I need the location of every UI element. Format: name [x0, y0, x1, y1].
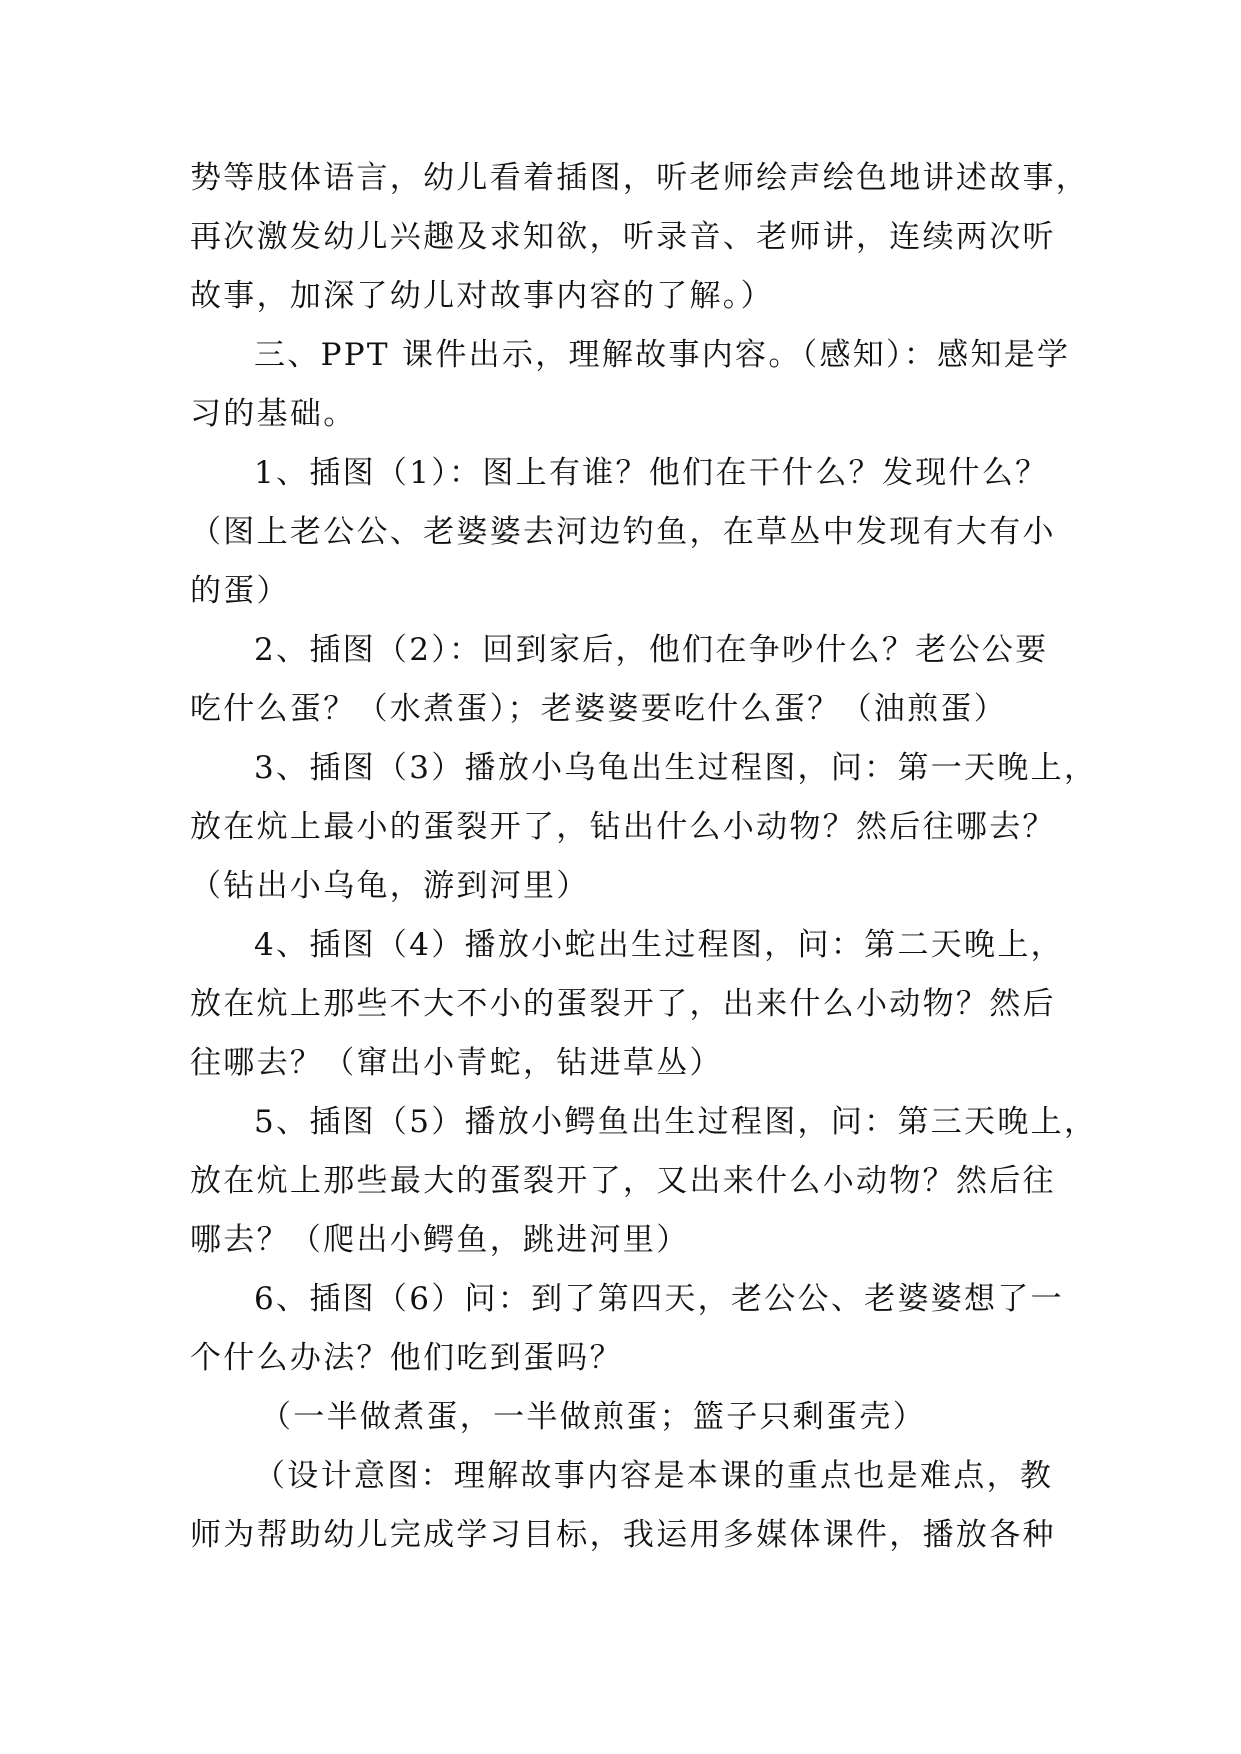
text-line-22: （一半做煮蛋，一半做煎蛋；篮子只剩蛋壳） [260, 1399, 926, 1435]
text-line-12: 放在炕上最小的蛋裂开了，钻出什么小动物？然后往哪去？ [190, 809, 1056, 845]
text-line-15: 放在炕上那些不大不小的蛋裂开了，出来什么小动物？然后 [190, 986, 1056, 1022]
text-line-16: 往哪去？（窜出小青蛇，钻进草丛） [190, 1045, 723, 1081]
text-line-24: 师为帮助幼儿完成学习目标，我运用多媒体课件，播放各种 [190, 1517, 1056, 1553]
text-line-14: 4、插图（4）播放小蛇出生过程图，问：第二天晚上， [254, 927, 1064, 963]
text-line-19: 哪去？（爬出小鳄鱼，跳进河里） [190, 1222, 690, 1258]
text-line-9: 2、插图（2）：回到家后，他们在争吵什么？老公公要 [254, 632, 1049, 668]
text-line-13: （钻出小乌龟，游到河里） [190, 868, 590, 904]
text-line-11: 3、插图（3）播放小乌龟出生过程图，问：第一天晚上， [254, 750, 1098, 786]
text-line-6: 1、插图（1）：图上有谁？他们在干什么？发现什么？ [254, 455, 1049, 491]
text-line-21: 个什么办法？他们吃到蛋吗？ [190, 1340, 623, 1376]
text-line-1: 势等肢体语言，幼儿看着插图，听老师绘声绘色地讲述故事， [190, 160, 1090, 196]
text-line-18: 放在炕上那些最大的蛋裂开了，又出来什么小动物？然后往 [190, 1163, 1056, 1199]
text-line-4: 三、PPT 课件出示，理解故事内容。（感知）：感知是学 [254, 337, 1071, 373]
text-line-10: 吃什么蛋？（水煮蛋）；老婆婆要吃什么蛋？（油煎蛋） [190, 691, 1007, 727]
text-line-2: 再次激发幼儿兴趣及求知欲，听录音、老师讲，连续两次听 [190, 219, 1056, 255]
text-line-20: 6、插图（6）问：到了第四天，老公公、老婆婆想了一 [254, 1281, 1064, 1317]
text-line-8: 的蛋） [190, 573, 290, 609]
text-line-23: （设计意图：理解故事内容是本课的重点也是难点，教 [254, 1458, 1054, 1494]
text-line-5: 习的基础。 [190, 396, 357, 432]
text-line-7: （图上老公公、老婆婆去河边钓鱼，在草丛中发现有大有小 [190, 514, 1056, 550]
text-line-17: 5、插图（5）播放小鳄鱼出生过程图，问：第三天晚上， [254, 1104, 1098, 1140]
text-line-3: 故事，加深了幼儿对故事内容的了解。） [190, 278, 774, 314]
